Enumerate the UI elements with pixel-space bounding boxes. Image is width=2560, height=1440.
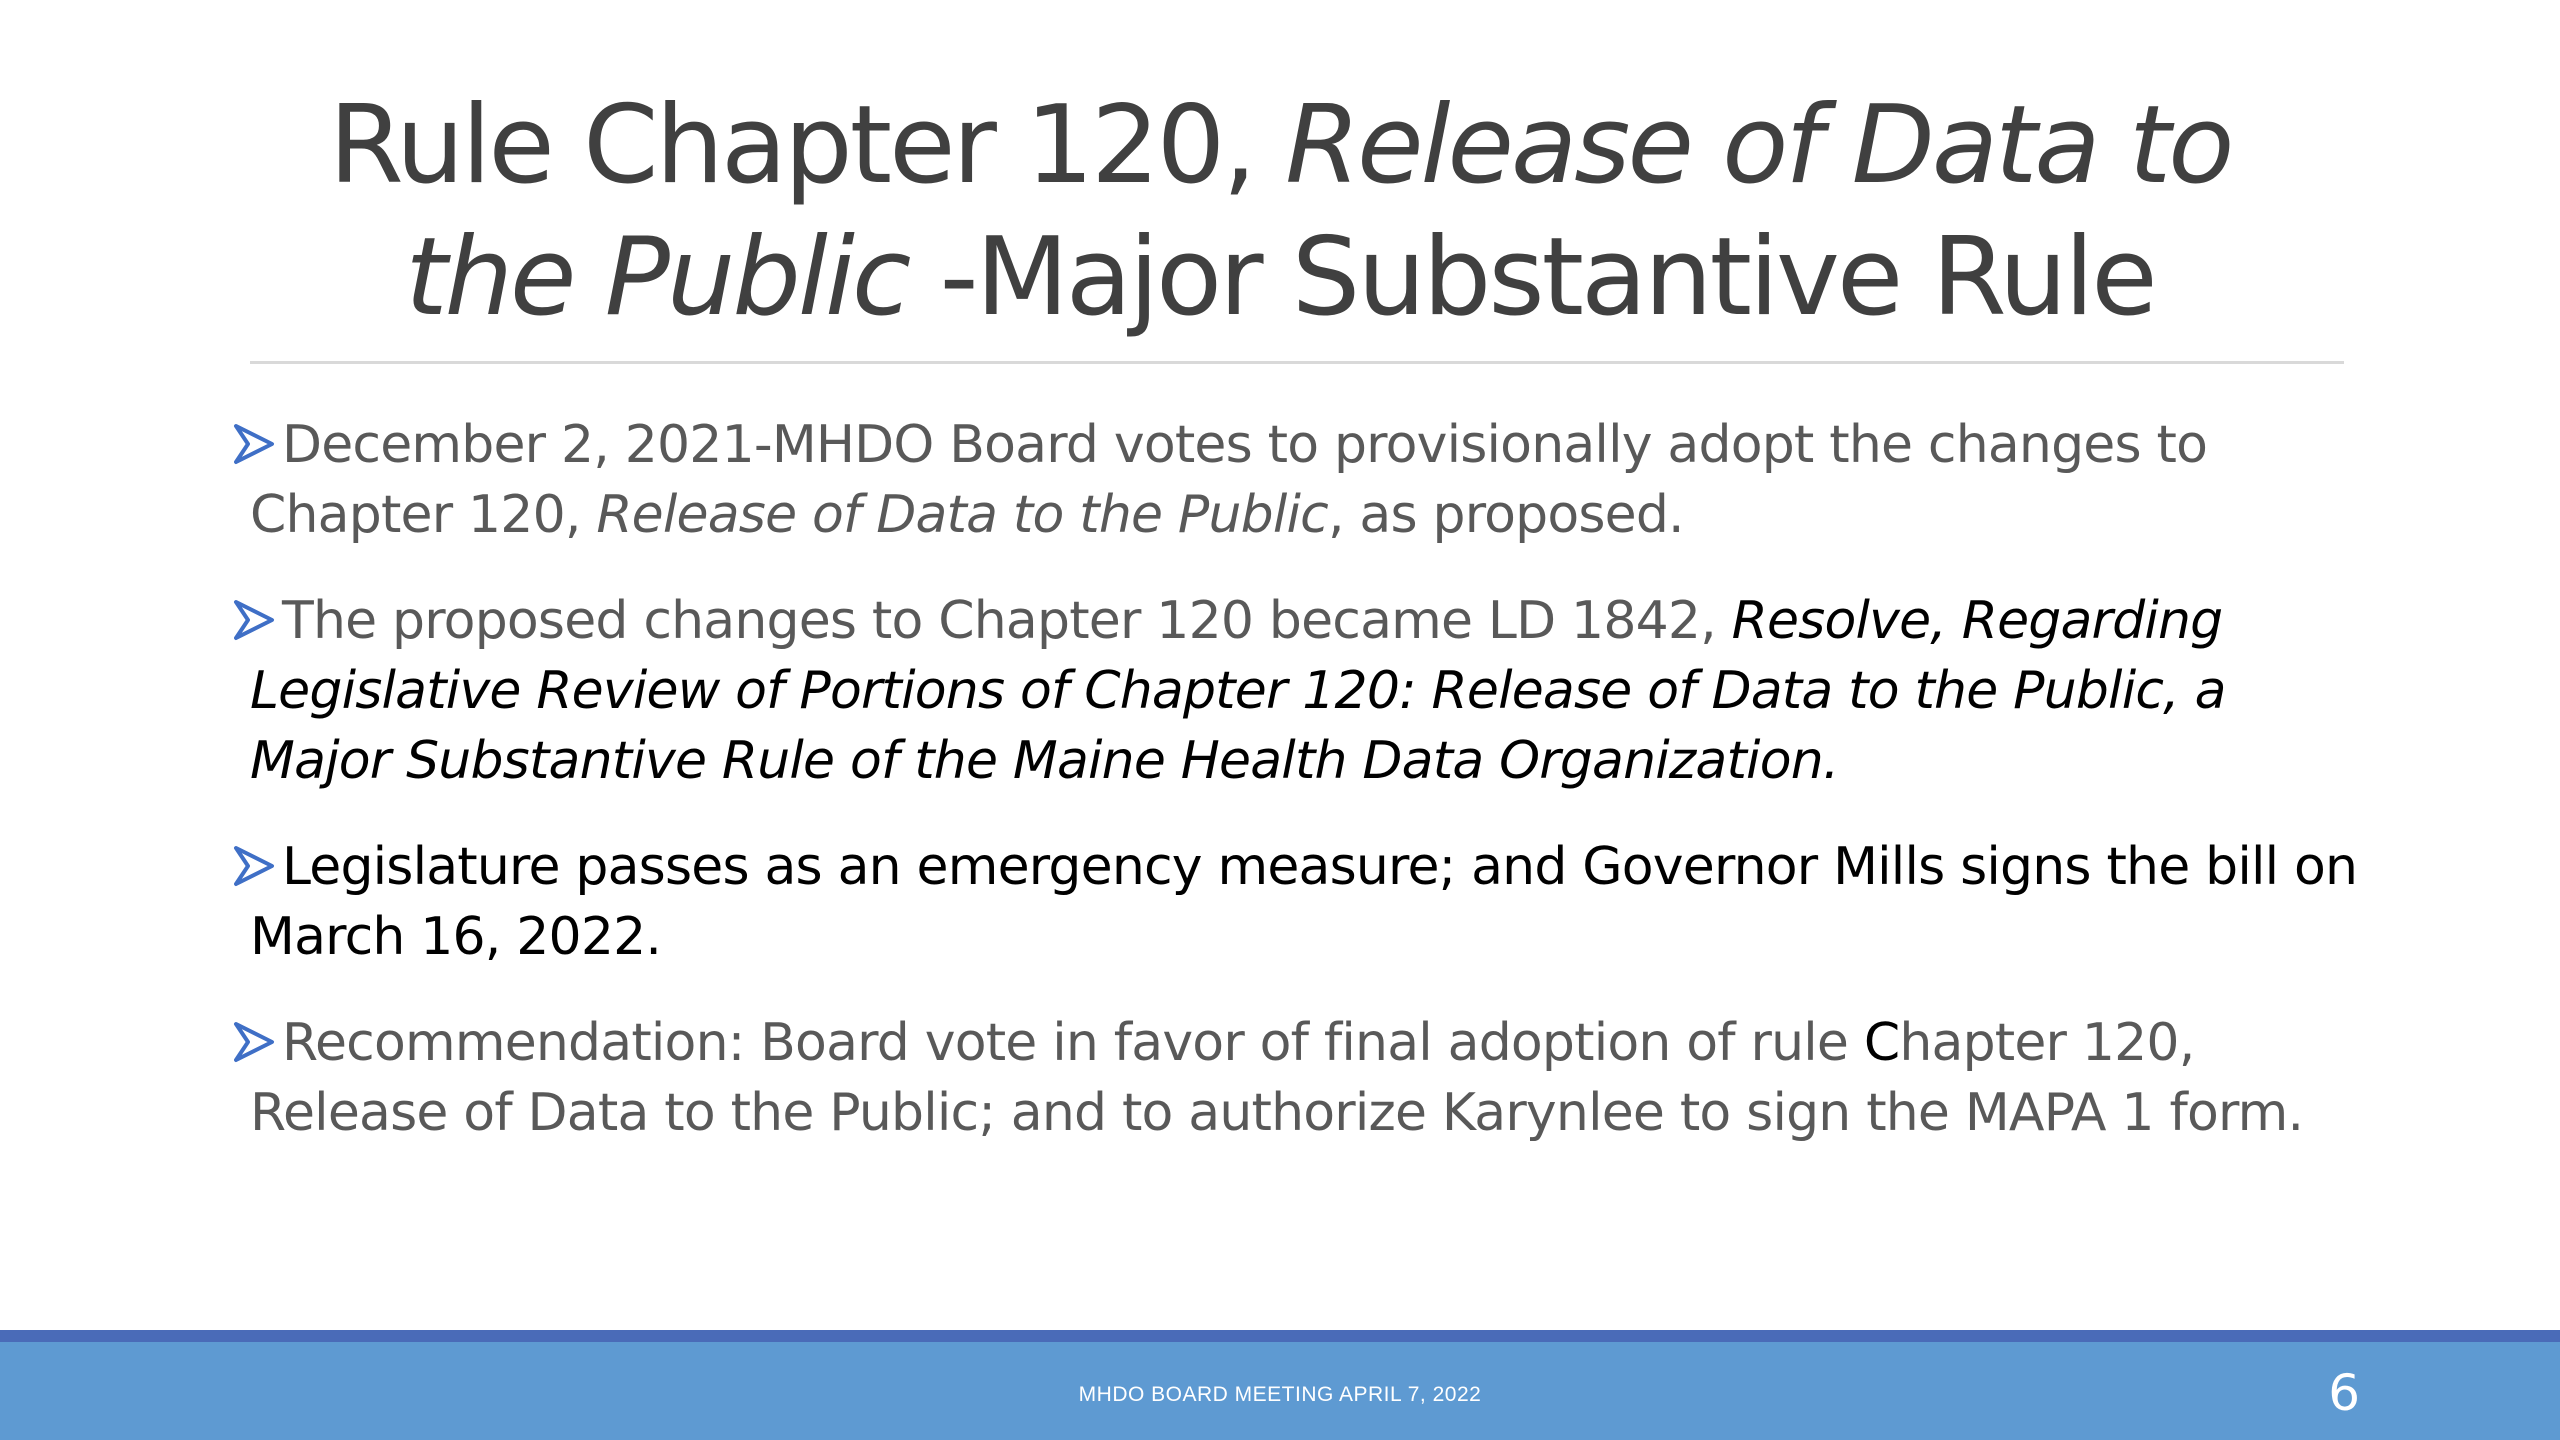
slide-title (250, 80, 2310, 344)
bullet-1-end: , as proposed. (1327, 485, 1684, 545)
title-part-2: Release of Data to the Public (405, 83, 2232, 340)
bullet-text (250, 586, 2380, 796)
arrow-bullet-icon (232, 598, 276, 642)
bullet-list (250, 410, 2380, 1184)
bullet-1-text: December 2, 2021-MHDO Board votes to provisionally adopt the changes to Chapter 120, (250, 415, 2208, 545)
bullet-2-text: The proposed changes to Chapter 120 became LD 1842, (282, 591, 1732, 651)
bullet-item (250, 586, 2380, 796)
bullet-4-end: hapter 120, Release of Data to the Public; and to authorize Karynlee to sign the MAPA 1 form. (250, 1013, 2304, 1143)
arrow-bullet-icon (232, 844, 276, 888)
footer-text: MHDO BOARD MEETING APRIL 7, 2022 (1078, 1383, 1482, 1406)
footer-accent-line (0, 1330, 2560, 1342)
arrow-bullet-icon (232, 422, 276, 466)
bullet-3-text: Legislature passes as an emergency measure; and Governor Mills signs the bill on March 16, 2022. (250, 837, 2358, 967)
bullet-item (250, 410, 2380, 550)
bullet-4-dark-letter: C (1863, 1013, 1900, 1073)
arrow-bullet-icon (232, 1020, 276, 1064)
page-number: 6 (2328, 1364, 2360, 1422)
bullet-1-italic: Release of Data to the Public (596, 485, 1328, 545)
title-part-3: -Major Substantive Rule (908, 215, 2155, 340)
title-part-1: Rule Chapter 120, (328, 83, 1286, 208)
bullet-text (250, 410, 2380, 550)
bullet-text (250, 832, 2380, 972)
bullet-item (250, 832, 2380, 972)
bullet-item (250, 1008, 2380, 1148)
bullet-text (250, 1008, 2380, 1148)
bullet-4-text: Recommendation: Board vote in favor of final adoption of rule (282, 1013, 1864, 1073)
bullet-2-italic: Resolve, Regarding Legislative Review of Portions of Chapter 120: Release of Data to the Public, a Major Substantive Rule of the Maine Health Data Organization. (250, 591, 2226, 791)
title-divider (250, 361, 2344, 364)
